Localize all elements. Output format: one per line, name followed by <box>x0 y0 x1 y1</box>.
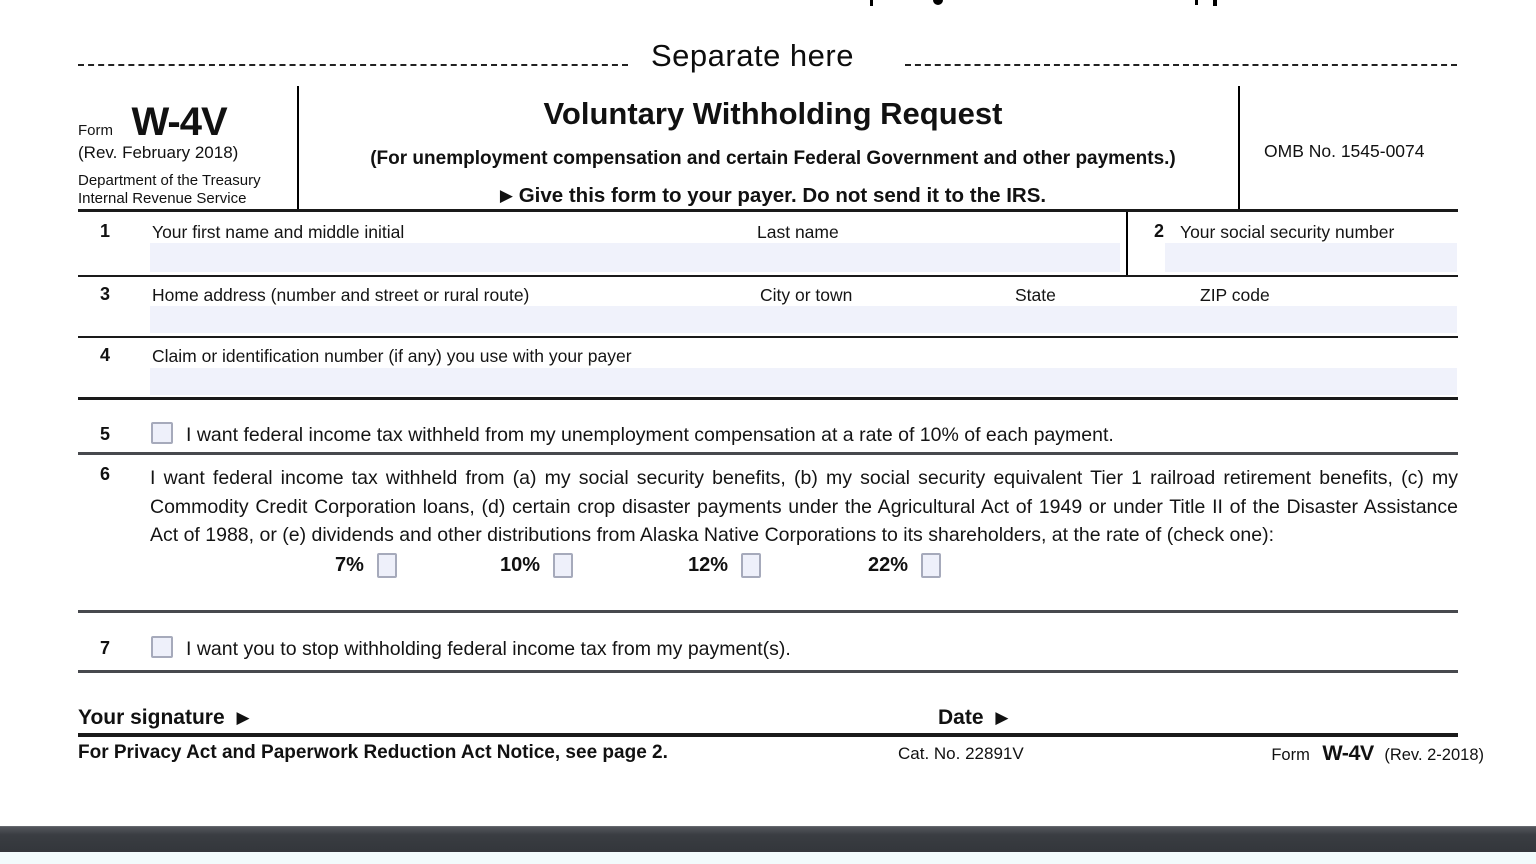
line1-number: 1 <box>100 221 111 241</box>
line7-checkbox[interactable] <box>151 636 173 658</box>
rate-option-22 <box>868 553 941 578</box>
footer-revision: (Rev. 2-2018) <box>1384 746 1484 764</box>
home-address-label: Home address (number and street or rural route) <box>152 285 530 305</box>
rate-12-checkbox[interactable] <box>741 553 761 578</box>
line6-bottom-rule <box>78 610 1458 613</box>
line4-number: 4 <box>100 345 111 365</box>
right-arrow-icon: ▶ <box>499 186 513 205</box>
zip-label: ZIP code <box>1200 285 1270 305</box>
line6-number: 6 <box>100 464 111 484</box>
form-instruction-text: Give this form to your payer. Do not send it to the IRS. <box>518 184 1047 207</box>
line5-bottom-rule <box>78 452 1458 455</box>
rate-12-label: 12% <box>688 554 729 576</box>
clipped-text-fragment <box>1213 0 1217 6</box>
your-signature-label: Your signature ▶ <box>78 706 250 729</box>
last-name-label: Last name <box>757 222 839 242</box>
rate-10-checkbox[interactable] <box>553 553 573 578</box>
line3-number: 3 <box>100 284 111 304</box>
line7-label: I want you to stop withholding federal income tax from my payment(s). <box>186 638 791 660</box>
signature-arrow-icon: ▶ <box>236 708 250 727</box>
line4-bottom-rule <box>78 397 1458 400</box>
clipped-text-fragment <box>933 0 943 5</box>
separate-here-label: Separate here <box>651 38 854 73</box>
rate-7-label: 7% <box>335 554 364 576</box>
line3-bottom-rule <box>78 336 1458 338</box>
footer-form-word: Form <box>1271 746 1310 764</box>
omb-number: OMB No. 1545-0074 <box>1264 141 1425 161</box>
clipped-text-fragment <box>870 0 873 6</box>
form-subtitle: (For unemployment compensation and certain Federal Government and other payments.) <box>370 148 1176 169</box>
form-instruction <box>308 184 1238 208</box>
clipped-text-fragment <box>1195 0 1198 5</box>
line7-number: 7 <box>100 638 111 658</box>
form-header <box>78 86 1458 212</box>
city-label: City or town <box>760 285 853 305</box>
line2-number: 2 <box>1154 221 1165 241</box>
line1-divider <box>1126 212 1128 277</box>
rate-7-checkbox[interactable] <box>377 553 397 578</box>
date-arrow-icon: ▶ <box>995 708 1009 727</box>
cut-dashed-line-right <box>905 64 1457 66</box>
form-title: Voluntary Withholding Request <box>543 96 1003 131</box>
rate-10-label: 10% <box>500 554 541 576</box>
header-divider-right <box>1238 86 1240 212</box>
rate-option-10 <box>500 553 573 578</box>
bottom-scroll-bar[interactable] <box>0 826 1536 853</box>
bottom-strip <box>0 852 1536 864</box>
rate-option-12 <box>688 553 761 578</box>
footer-form-number: W-4V <box>1322 741 1374 765</box>
signature-rule <box>78 733 1458 737</box>
line7-bottom-rule <box>78 670 1458 673</box>
header-divider-left <box>297 86 299 212</box>
claim-number-input[interactable] <box>150 368 1457 395</box>
privacy-notice: For Privacy Act and Paperwork Reduction Act Notice, see page 2. <box>78 742 668 763</box>
line5-number: 5 <box>100 424 111 444</box>
line5-checkbox[interactable] <box>151 422 173 444</box>
name-input[interactable] <box>150 243 1120 272</box>
rate-22-label: 22% <box>868 554 909 576</box>
state-label: State <box>1015 285 1056 305</box>
form-word-label: Form <box>78 122 113 139</box>
agency-line2: Internal Revenue Service <box>78 190 247 207</box>
form-number: W-4V <box>131 100 227 144</box>
ssn-label: Your social security number <box>1180 222 1395 242</box>
agency-line1: Department of the Treasury <box>78 172 261 189</box>
first-name-label: Your first name and middle initial <box>152 222 405 242</box>
claim-number-label: Claim or identification number (if any) you use with your payer <box>152 346 632 366</box>
ssn-input[interactable] <box>1165 243 1457 272</box>
line1-bottom-rule <box>78 275 1458 277</box>
catalog-number: Cat. No. 22891V <box>898 744 1024 763</box>
header-bottom-rule <box>78 209 1458 212</box>
rate-22-checkbox[interactable] <box>921 553 941 578</box>
address-input[interactable] <box>150 306 1457 333</box>
rate-option-7 <box>335 553 397 578</box>
line5-label: I want federal income tax withheld from my unemployment compensation at a rate of 10% of each payment. <box>186 424 1114 446</box>
footer-form-id <box>1084 741 1484 766</box>
form-revision: (Rev. February 2018) <box>78 143 239 162</box>
cut-dashed-line-left <box>78 64 628 66</box>
date-label: Date ▶ <box>938 706 1009 729</box>
line6-text: I want federal income tax withheld from (a) my social security benefits, (b) my social security equivalent Tier 1 railroad retirement benefits, (c) my Commodity Credit Corporation loans, (d) certain crop disaster payments under the Agricultural Act of 1949 or under Title II of the Disaster Assistance Act of 1988, or (e) dividends and other distributions from Alaska Native Corporations to its shareholders, at the rate of (check one): <box>150 467 1458 546</box>
